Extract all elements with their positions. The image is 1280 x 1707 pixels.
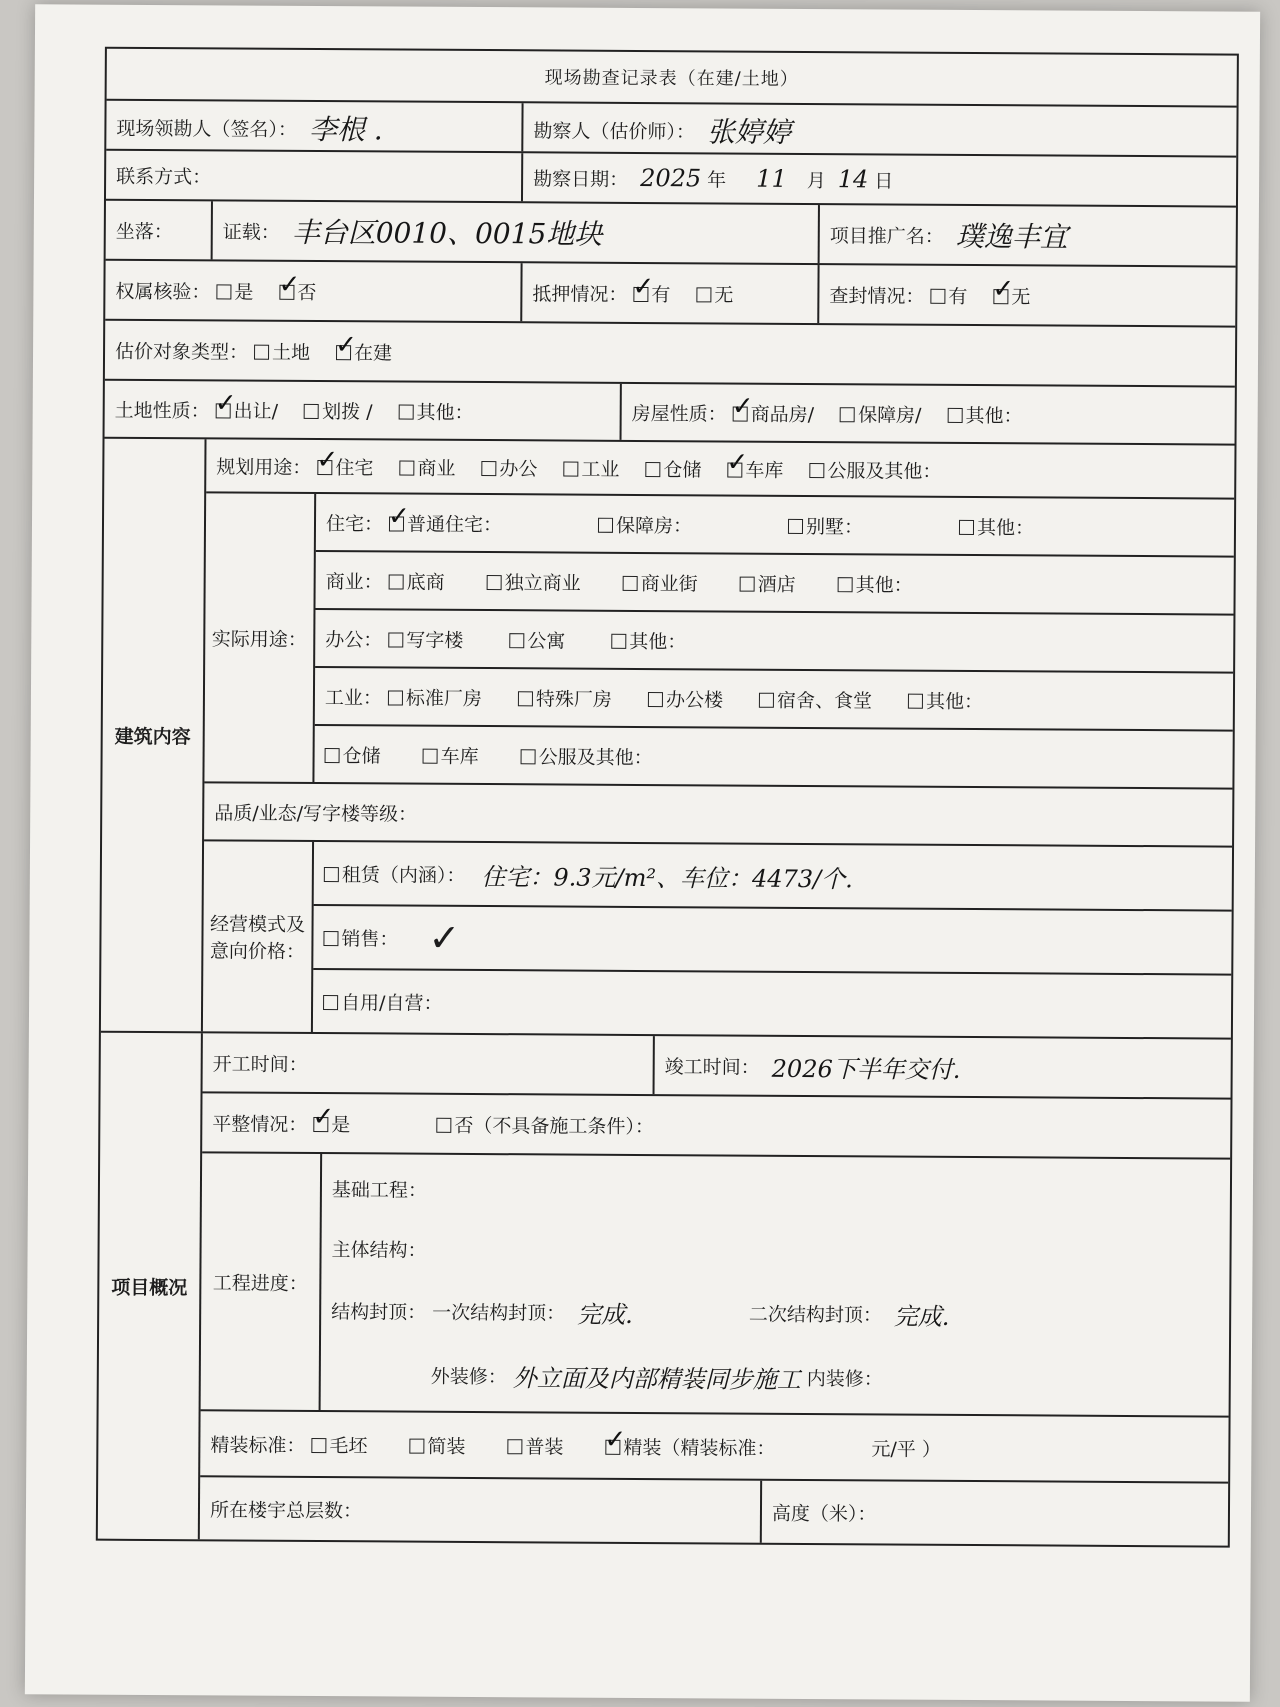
progress-label: 工程进度： xyxy=(201,1153,323,1410)
finish-option-fine[interactable]: ✓ 精装（精装标准： xyxy=(605,1432,775,1460)
checkbox-icon[interactable] xyxy=(216,284,231,299)
quality-cell xyxy=(204,783,1232,845)
option-special-plant[interactable]: 特殊厂房 xyxy=(518,684,612,712)
survey-date-day-unit: 日 xyxy=(874,169,894,193)
finish-cell xyxy=(200,1411,1228,1481)
ownership-label: 权属核验： xyxy=(115,280,211,303)
option-hotel[interactable]: 酒店 xyxy=(740,569,796,596)
checkbox-icon[interactable] xyxy=(254,344,269,359)
checkbox-icon[interactable] xyxy=(740,576,755,591)
actual-use-office-cell xyxy=(315,610,1233,672)
location-row xyxy=(106,201,1236,268)
option-industrial-office[interactable]: 办公楼 xyxy=(648,685,723,712)
survey-form xyxy=(96,47,1239,1548)
object-type-option-land[interactable]: 土地 xyxy=(254,337,310,364)
checkbox-icon[interactable] xyxy=(809,463,824,478)
land-nature-option-allocation[interactable]: 划拨 / xyxy=(304,396,373,423)
actual-use-row-residential xyxy=(316,494,1234,558)
checkbox-icon[interactable] xyxy=(598,517,613,532)
leveling-label: 平整情况： xyxy=(212,1112,308,1136)
object-type-option-construction[interactable]: ✓ 在建 xyxy=(336,338,392,365)
timeline-row xyxy=(203,1033,1231,1099)
lease-handwritten-value[interactable]: 住宅：9.3元/m²、车位：4473/个. xyxy=(481,862,853,893)
exterior-value[interactable]: 外立面及内部精装同步施工 xyxy=(512,1363,801,1394)
building-section xyxy=(101,439,1235,1040)
option-industrial-other[interactable]: 其他： xyxy=(908,686,983,713)
option-public-other[interactable]: 公服及其他： xyxy=(521,742,653,770)
operation-block xyxy=(203,841,1232,1037)
checkbox-icon[interactable] xyxy=(399,460,414,475)
foundation-cell xyxy=(322,1158,1230,1224)
object-type-cell xyxy=(105,321,1235,386)
object-type-row xyxy=(105,321,1235,388)
planned-use-option-storage[interactable]: 仓储 xyxy=(645,455,701,482)
land-nature-cell xyxy=(105,381,620,440)
checkbox-icon[interactable] xyxy=(388,690,403,705)
title-row xyxy=(107,49,1237,108)
leveling-option-yes[interactable]: ✓ 是 xyxy=(313,1109,350,1136)
topping-label: 结构封顶： xyxy=(331,1300,427,1324)
checkbox-icon[interactable] xyxy=(388,632,403,647)
planned-use-cell xyxy=(206,439,1234,497)
object-type-label: 估价对象类型： xyxy=(114,340,249,364)
option-independent-commercial[interactable]: 独立商业 xyxy=(487,568,581,596)
sale-row xyxy=(313,906,1231,976)
survey-date-year-unit: 年 xyxy=(707,168,727,191)
main-structure-cell xyxy=(321,1218,1229,1284)
paper-sheet xyxy=(25,4,1260,1701)
mortgage-label: 抵押情况： xyxy=(532,282,628,306)
finish-option-rough[interactable]: 毛坯 xyxy=(311,1430,367,1457)
contact-cell xyxy=(106,151,521,202)
checkbox-checked-icon[interactable] xyxy=(279,284,294,299)
project-section-label: 项目概况 xyxy=(98,1033,203,1540)
actual-use-residential-cell xyxy=(316,494,1234,556)
checkbox-icon[interactable] xyxy=(481,461,496,476)
actual-use-industrial-cell xyxy=(315,668,1233,730)
checkbox-icon[interactable] xyxy=(409,1438,424,1453)
certificate-value[interactable]: 丰台区0010、0015地块 xyxy=(291,215,603,251)
checkbox-icon[interactable] xyxy=(645,462,660,477)
option-standard-plant[interactable]: 标准厂房 xyxy=(388,683,482,711)
exterior-label: 外装修： xyxy=(430,1365,507,1388)
appraiser-cell xyxy=(521,103,1236,155)
checkbox-icon[interactable] xyxy=(311,1437,326,1452)
house-nature-option-affordable[interactable]: 保障房/ xyxy=(840,400,922,427)
checkbox-icon[interactable] xyxy=(487,575,502,590)
seizure-option-yes[interactable]: 有 xyxy=(930,281,967,308)
interior-label: 内装修： xyxy=(806,1367,883,1390)
certificate-cell xyxy=(211,201,818,263)
finish-label: 精装标准： xyxy=(210,1433,306,1457)
option-commercial-other[interactable]: 其他： xyxy=(838,570,913,597)
checkbox-icon[interactable] xyxy=(304,403,319,418)
option-garage[interactable]: 车库 xyxy=(423,741,479,768)
project-section xyxy=(98,1033,1231,1546)
second-topping-value[interactable]: 完成. xyxy=(893,1302,950,1331)
decoration-cell xyxy=(321,1342,1229,1412)
lead-surveyor-label: 现场领勘人（签名）： xyxy=(116,117,297,141)
first-topping-value[interactable]: 完成. xyxy=(577,1300,633,1329)
checkbox-checked-icon[interactable] xyxy=(633,286,648,301)
checkbox-icon[interactable] xyxy=(947,407,962,422)
topping-cell xyxy=(321,1278,1229,1348)
checkbox-checked-icon[interactable] xyxy=(389,516,404,531)
mortgage-cell xyxy=(520,263,817,323)
operation-rows xyxy=(313,842,1232,1038)
quality-label: 品质/业态/写字楼等级： xyxy=(214,801,418,826)
appraiser-label: 勘察人（估价师）： xyxy=(533,119,695,143)
checkbox-icon[interactable] xyxy=(959,519,974,534)
house-nature-cell xyxy=(620,384,1235,444)
checkbox-icon[interactable] xyxy=(436,1117,451,1132)
certificate-label: 证载： xyxy=(222,220,280,244)
checkbox-icon[interactable] xyxy=(696,287,711,302)
option-ordinary-housing[interactable]: ✓ 普通住宅： xyxy=(389,509,502,537)
mortgage-option-no[interactable]: 无 xyxy=(696,280,733,307)
verification-row xyxy=(105,261,1235,328)
survey-date-label: 勘察日期： xyxy=(533,167,629,191)
land-nature-option-other[interactable]: 其他： xyxy=(398,397,473,424)
checkbox-icon[interactable] xyxy=(563,461,578,476)
lease-row xyxy=(314,842,1232,912)
completion-time-cell xyxy=(653,1036,1231,1098)
leveling-cell xyxy=(202,1093,1230,1157)
progress-block xyxy=(201,1153,1231,1417)
planned-use-option-public[interactable]: 公服及其他： xyxy=(809,456,941,484)
checkbox-icon[interactable] xyxy=(509,633,524,648)
planned-use-option-garage[interactable]: ✓ 车库 xyxy=(727,455,783,482)
finish-unit: 元/平 ） xyxy=(871,1437,941,1461)
foundation-label: 基础工程： xyxy=(331,1178,428,1202)
sale-option[interactable]: 销售： xyxy=(323,924,398,951)
checkbox-checked-icon[interactable] xyxy=(313,1116,328,1131)
checkbox-icon[interactable] xyxy=(930,288,945,303)
selfuse-cell xyxy=(313,970,1231,1038)
sale-cell xyxy=(313,906,1231,974)
checkbox-icon[interactable] xyxy=(518,691,533,706)
actual-use-residential-label: 住宅： xyxy=(325,512,384,535)
actual-use-block xyxy=(204,493,1234,789)
selfuse-row xyxy=(313,970,1231,1038)
checkbox-icon[interactable] xyxy=(623,575,638,590)
floors-row xyxy=(200,1477,1228,1545)
promo-name-value[interactable]: 璞逸丰宜 xyxy=(955,219,1068,254)
option-office-building[interactable]: 写字楼 xyxy=(388,625,463,652)
seizure-cell xyxy=(817,265,1235,326)
checkbox-icon[interactable] xyxy=(908,693,923,708)
finish-option-simple[interactable]: 简装 xyxy=(409,1431,465,1458)
nature-row xyxy=(105,381,1235,446)
building-section-body xyxy=(203,439,1235,1037)
land-nature-label: 土地性质： xyxy=(114,399,210,422)
actual-use-label: 实际用途： xyxy=(204,493,316,782)
checkbox-checked-icon[interactable] xyxy=(727,462,742,477)
land-nature-option-transfer[interactable]: ✓ 出让/ xyxy=(216,396,279,423)
checkbox-icon[interactable] xyxy=(611,633,626,648)
planned-use-label: 规划用途： xyxy=(216,455,312,479)
checkbox-icon[interactable] xyxy=(324,867,339,882)
survey-date-year[interactable]: 2025 xyxy=(640,163,702,193)
progress-details xyxy=(321,1154,1231,1416)
appraiser-signature[interactable]: 张婷婷 xyxy=(706,115,792,149)
checkbox-icon[interactable] xyxy=(759,692,774,707)
lease-option[interactable]: 租赁（内涵）： xyxy=(324,860,466,888)
planned-use-option-residential[interactable]: ✓ 住宅 xyxy=(317,453,373,480)
finish-option-standard[interactable]: 普装 xyxy=(507,1432,563,1459)
ownership-option-yes[interactable]: 是 xyxy=(216,277,253,304)
checkbox-icon[interactable] xyxy=(323,995,338,1010)
mortgage-option-yes[interactable]: ✓ 有 xyxy=(633,279,670,306)
contact-label: 联系方式： xyxy=(116,165,212,188)
house-nature-label: 房屋性质： xyxy=(631,402,727,426)
seizure-option-no[interactable]: ✓ 无 xyxy=(993,282,1030,309)
checkbox-icon[interactable] xyxy=(788,518,803,533)
height-label: 高度（米）： xyxy=(771,1502,877,1525)
checkbox-icon[interactable] xyxy=(838,577,853,592)
first-topping-label: 一次结构封顶： xyxy=(432,1301,566,1325)
checkbox-icon[interactable] xyxy=(507,1439,522,1454)
survey-date-month[interactable]: 11 xyxy=(756,164,787,193)
planned-use-option-commercial[interactable]: 商业 xyxy=(399,453,455,480)
form-title: 现场勘查记录表（在建/土地） xyxy=(544,67,799,90)
survey-date-month-unit: 月 xyxy=(806,169,826,192)
checkbox-icon[interactable] xyxy=(389,574,404,589)
checkbox-checked-icon[interactable] xyxy=(317,460,332,475)
option-villa[interactable]: 别墅： xyxy=(788,511,863,538)
option-office-other[interactable]: 其他： xyxy=(611,626,686,653)
promo-name-cell xyxy=(818,205,1236,266)
promo-name-label: 项目推广名： xyxy=(829,224,944,248)
checkbox-icon[interactable] xyxy=(648,692,663,707)
completion-time-value[interactable]: 2026下半年交付. xyxy=(771,1054,961,1084)
contact-row xyxy=(106,151,1236,208)
checkbox-icon[interactable] xyxy=(423,748,438,763)
checkbox-icon[interactable] xyxy=(840,407,855,422)
lead-surveyor-cell xyxy=(106,101,521,152)
quality-row xyxy=(204,783,1232,847)
checkbox-checked-icon[interactable] xyxy=(216,403,231,418)
planned-use-option-office[interactable]: 办公 xyxy=(481,454,537,481)
actual-use-row-storage xyxy=(314,726,1232,788)
building-section-label: 建筑内容 xyxy=(101,439,207,1032)
ownership-option-no[interactable]: ✓ 否 xyxy=(279,277,316,304)
selfuse-option[interactable]: 自用/自营： xyxy=(323,988,443,1016)
actual-use-row-commercial xyxy=(315,552,1233,616)
planned-use-row xyxy=(206,439,1234,499)
option-dormitory-canteen[interactable]: 宿舍、食堂 xyxy=(759,685,872,713)
actual-use-commercial-cell xyxy=(315,552,1233,614)
actual-use-row-industrial xyxy=(315,668,1233,732)
checkbox-icon[interactable] xyxy=(521,749,536,764)
seizure-label: 查封情况： xyxy=(829,284,925,308)
start-time-cell xyxy=(203,1033,653,1094)
planned-use-option-industrial[interactable]: 工业 xyxy=(563,454,619,481)
option-commercial-street[interactable]: 商业街 xyxy=(623,568,698,595)
finish-row xyxy=(200,1411,1228,1483)
project-section-body xyxy=(200,1033,1231,1545)
actual-use-industrial-label: 工业： xyxy=(324,686,383,709)
floors-cell xyxy=(200,1477,760,1542)
completion-time-label: 竣工时间： xyxy=(664,1055,760,1079)
checkbox-icon[interactable] xyxy=(399,404,414,419)
option-apartment[interactable]: 公寓 xyxy=(509,626,565,653)
leveling-option-no[interactable]: 否（不具备施工条件）： xyxy=(436,1110,654,1138)
checkbox-icon[interactable] xyxy=(323,931,338,946)
main-structure-label: 主体结构： xyxy=(331,1238,427,1262)
ownership-cell xyxy=(105,261,520,322)
option-residential-other[interactable]: 其他： xyxy=(959,512,1034,539)
actual-use-row-office xyxy=(315,610,1233,674)
checkbox-checked-icon[interactable] xyxy=(605,1439,620,1454)
checkbox-checked-icon[interactable] xyxy=(993,289,1008,304)
leveling-row xyxy=(202,1093,1230,1159)
house-nature-option-other[interactable]: 其他： xyxy=(947,400,1022,427)
sale-check-mark-icon: ✓ xyxy=(428,915,461,960)
actual-use-office-label: 办公： xyxy=(325,628,383,651)
operation-label: 经营模式及意向价格： xyxy=(203,841,314,1032)
start-time-label: 开工时间： xyxy=(212,1052,308,1076)
floors-label: 所在楼宇总层数： xyxy=(209,1498,363,1522)
actual-use-rows xyxy=(314,494,1234,788)
location-label: 坐落： xyxy=(115,220,173,243)
height-cell xyxy=(760,1481,1228,1546)
option-affordable-housing[interactable]: 保障房： xyxy=(598,510,692,538)
option-street-shop[interactable]: 底商 xyxy=(389,567,445,594)
lease-cell xyxy=(314,842,1232,910)
checkbox-icon[interactable] xyxy=(325,748,340,763)
option-storage[interactable]: 仓储 xyxy=(325,741,381,768)
actual-use-commercial-label: 商业： xyxy=(325,570,383,593)
survey-date-day[interactable]: 14 xyxy=(837,165,869,194)
house-nature-option-commercial[interactable]: ✓ 商品房/ xyxy=(733,399,815,426)
actual-use-storage-cell xyxy=(314,726,1232,788)
checkbox-checked-icon[interactable] xyxy=(336,345,351,360)
lead-surveyor-signature[interactable]: 李根 . xyxy=(308,112,383,147)
signature-row xyxy=(106,101,1236,158)
second-topping-label: 二次结构封顶： xyxy=(748,1303,882,1326)
survey-date-cell xyxy=(521,153,1236,205)
checkbox-checked-icon[interactable] xyxy=(733,406,748,421)
